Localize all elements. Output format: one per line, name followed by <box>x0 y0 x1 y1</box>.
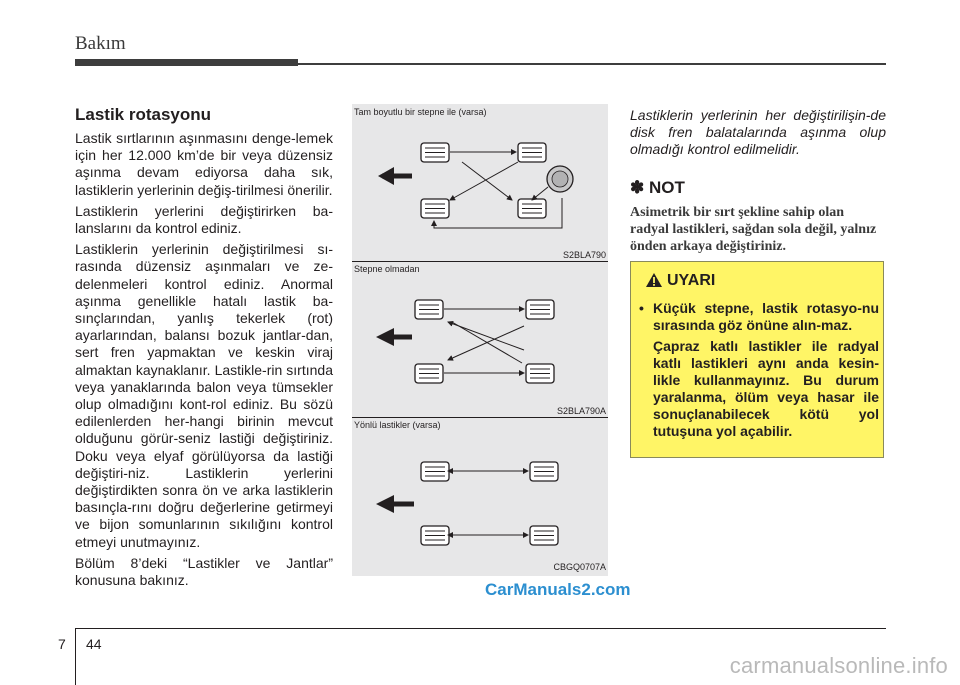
warning-title: UYARI <box>667 272 716 289</box>
page-number: 44 <box>86 636 102 652</box>
bullet: • <box>639 300 644 316</box>
note-heading: ✽ NOT <box>630 178 685 197</box>
figure-divider <box>352 417 608 418</box>
header-bar <box>75 59 298 66</box>
body-paragraph: Bölüm 8’deki “Lastikler ve Jantlar” konusuna bakınız. <box>75 554 333 589</box>
figure-divider <box>352 261 608 262</box>
header-rule <box>298 63 886 65</box>
body-paragraph: Lastik sırtlarının aşınmasını denge-lemek için her 12.000 km’de bir veya düzensiz aşınma devam ediyorsa daha sık, lastiklerin yerlerinin değiş-tirilmesi önerilir. <box>75 130 333 198</box>
rotation-figures <box>352 104 608 576</box>
figure-1-code: S2BLA790 <box>562 250 606 260</box>
body-paragraph: Lastiklerin yerlerinin değiştirilmesi sı-rasında düzensiz aşınmaları ve ze-delenmeleri kontrol ediniz. Anormal aşınma genellikle hatalı lastik ba-sınçlarından, yanlış tekerlek (rot) ayarlarından, balansı bozuk jantlar-dan, sert fren yapmaktan ve keskin viraj almaktan kaynaklanır. Lastikle-rin sırtında veya yanaklarında balon veya tümsekler olup olmadığını kont-rol ediniz. Bu sözü edilenlerden her-hangi birinin mevcut olduğunu görür-seniz lastiği değiştiriniz. Doku veya elyaf görülüyorsa da lastiği değiştiri-niz. Lastiklerin yerlerini değiştirdikten sonra ön ve arka lastiklerin basınçla-rını doğru değerlerine getirmeyi ve bijon somunlarının sıkılığını kontrol etmeyi unutmayınız. <box>75 241 333 550</box>
figure-2-diagram <box>352 276 608 406</box>
section-number: 7 <box>58 636 66 652</box>
figure-1-diagram <box>352 120 608 260</box>
watermark-footer: carmanualsonline.info <box>729 653 948 678</box>
warning-list <box>639 300 879 444</box>
warning-heading <box>645 272 715 290</box>
footer-divider <box>75 628 76 685</box>
list-item <box>639 300 879 440</box>
figure-3-caption: Yönlü lastikler (varsa) <box>354 420 441 430</box>
watermark-link[interactable]: CarManuals2.com <box>485 580 631 599</box>
figure-2-code: S2BLA790A <box>556 406 606 416</box>
section-title: Lastik rotasyonu <box>75 105 212 124</box>
warning-paragraph: Küçük stepne, lastik rotasyo-nu sırasında göz önüne alın-maz. <box>653 300 879 333</box>
header-title: Bakım <box>75 33 126 54</box>
body-paragraph: Lastiklerin yerlerini değiştirirken ba-lanslarını da kontrol ediniz. <box>75 202 333 237</box>
warning-box <box>630 261 884 458</box>
figure-2-caption: Stepne olmadan <box>354 264 420 274</box>
warning-triangle-icon <box>645 272 663 288</box>
brake-check-note: Lastiklerin yerlerinin her değiştirilişin-de disk fren balatalarında aşınma olup olmadığı kontrol edilmelidir. <box>630 107 886 158</box>
warning-paragraph: Çapraz katlı lastikler ile radyal katlı lastikleri aynı anda kesin-likle kullanmayınız. Bu durum yaralanma, ölüm veya hasar ile sonuçlanabilecek kötü yol tutuşuna yol açabilir. <box>653 338 879 439</box>
figure-1-caption: Tam boyutlu bir stepne ile (varsa) <box>354 107 487 117</box>
note-text: Asimetrik bir sırt şekline sahip olan radyal lastikleri, sağdan sola değil, yalnız önden arkaya değiştiriniz. <box>630 205 877 254</box>
section-body <box>75 130 333 593</box>
footer-rule <box>75 628 886 629</box>
figure-3-code: CBGQ0707A <box>553 562 606 572</box>
figure-3-diagram <box>352 434 608 564</box>
